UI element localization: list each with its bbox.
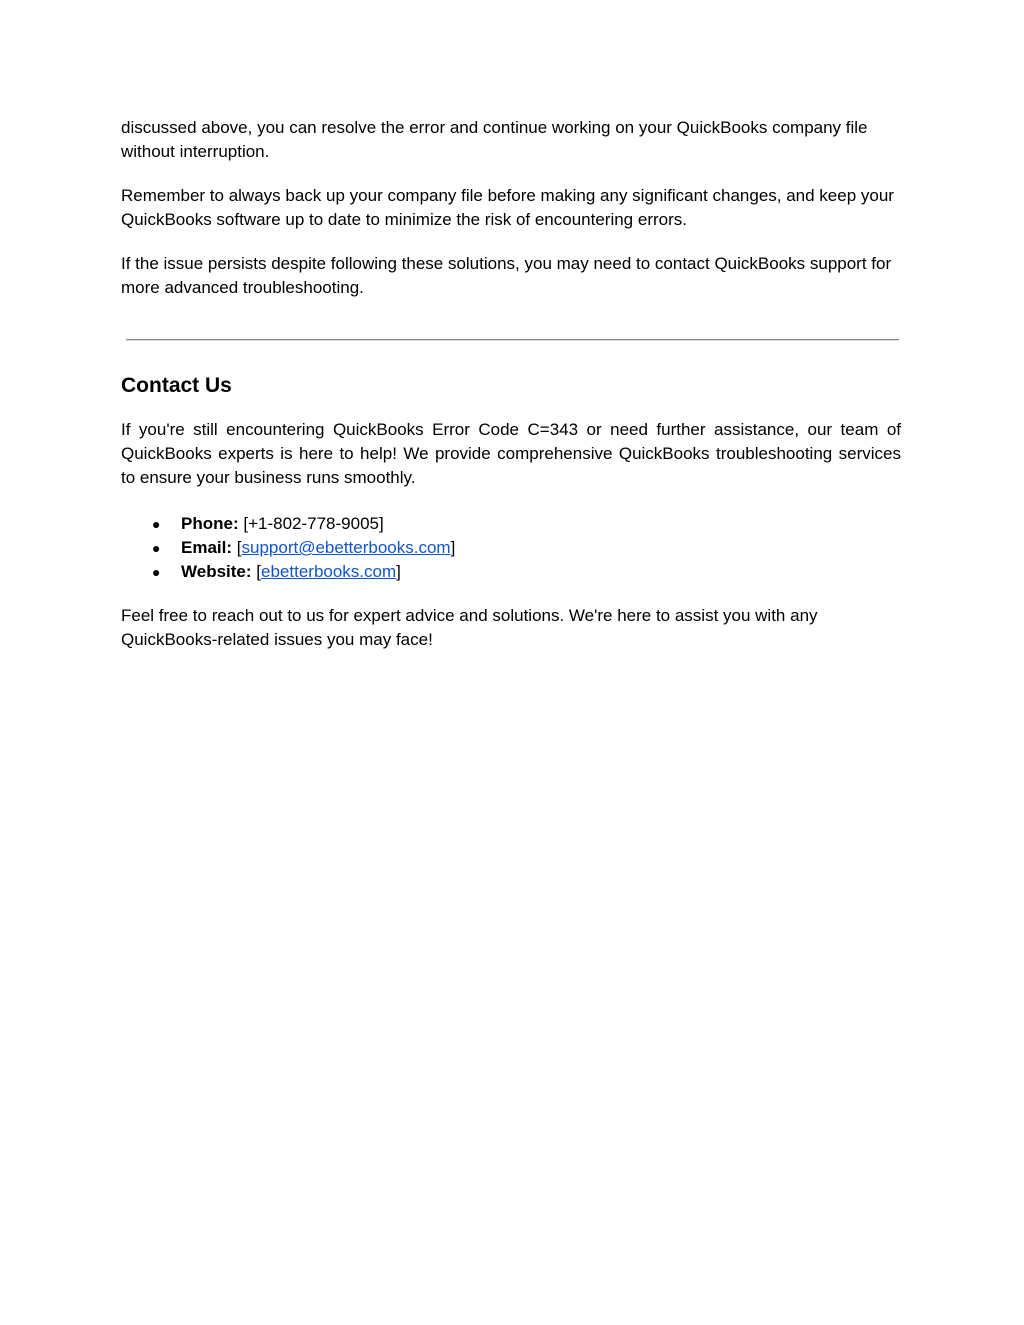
email-link[interactable]: support@ebetterbooks.com xyxy=(241,538,451,557)
website-label: Website: xyxy=(181,562,252,581)
phone-value: [+1-802-778-9005] xyxy=(243,514,384,533)
document-page xyxy=(121,116,901,652)
contact-heading: Contact Us xyxy=(121,374,232,397)
horizontal-divider xyxy=(126,339,899,341)
closing-paragraph: Feel free to reach out to us for expert advice and solutions. We're here to assist you with any QuickBooks-related issues you may face! xyxy=(121,606,818,649)
bullet-icon: ● xyxy=(152,540,161,556)
contact-item-phone xyxy=(121,512,901,536)
website-link[interactable]: ebetterbooks.com xyxy=(261,562,397,581)
contact-list xyxy=(121,512,901,584)
email-bracket-close: ] xyxy=(450,538,456,557)
contact-intro: If you're still encountering QuickBooks Error Code C=343 or need further assistance, our team of QuickBooks experts is here to help! We provide comprehensive QuickBooks troubleshooting services to ensure your business runs smoothly. xyxy=(121,420,901,487)
website-bracket-close: ] xyxy=(396,562,401,581)
contact-item-email xyxy=(121,536,901,560)
contact-item-website xyxy=(121,560,901,584)
bullet-icon: ● xyxy=(152,516,161,532)
email-bracket-open: [ xyxy=(236,538,242,557)
email-label: Email: xyxy=(181,538,233,557)
paragraph-resolution: discussed above, you can resolve the error and continue working on your QuickBooks company file without interruption. xyxy=(121,118,868,161)
paragraph-backup-reminder: Remember to always back up your company file before making any significant changes, and keep your QuickBooks software up to date to minimize the risk of encountering errors. xyxy=(121,186,894,229)
bullet-icon: ● xyxy=(152,564,161,580)
phone-label: Phone: xyxy=(181,514,239,533)
paragraph-contact-support: If the issue persists despite following these solutions, you may need to contact QuickBooks support for more advanced troubleshooting. xyxy=(121,254,892,297)
website-bracket-open: [ xyxy=(256,562,262,581)
